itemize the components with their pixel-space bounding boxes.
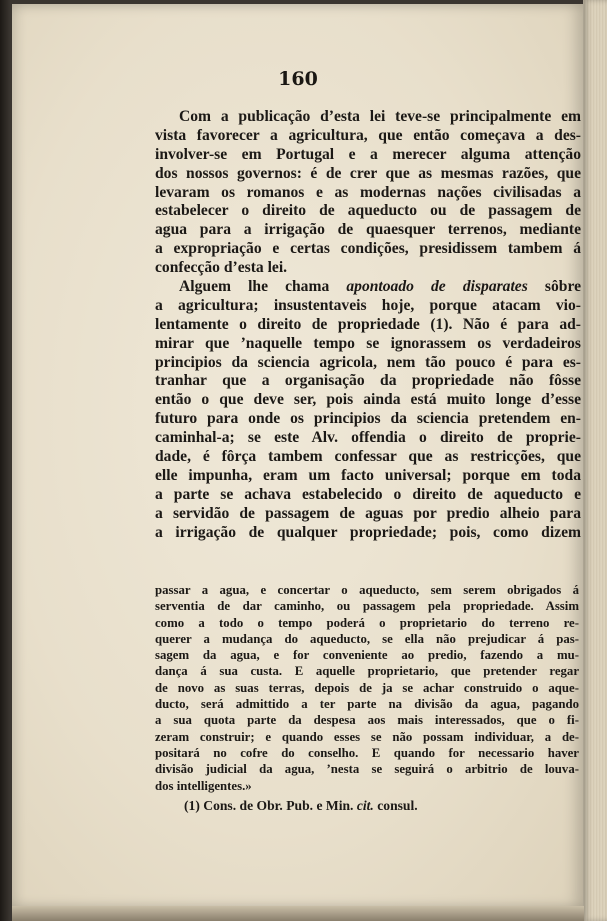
text-line: então o que deve ser, pois ainda está muito longe d’esse [155,391,581,409]
footnote-line: dos intelligentes.» [155,778,252,793]
text-line: a irrigação de qualquer propriedade; pois, como dizem [155,523,581,541]
text-line: elle impunha, eram um facto universal; porque em toda [155,466,581,484]
text-line: Com a publicação d’esta lei teve-se principalmente em [179,108,581,125]
text-line: futuro para onde os principios da sciencia pretendem en- [155,410,581,428]
page-bottom-edge [12,906,584,921]
footnote-line: sagem da agua, e for conveniente ao predio, fazendo a mu- [155,648,579,663]
body-text [155,108,581,542]
footnote-line: a sua quota parte da despesa aos mais interessados, que o fi- [155,713,579,728]
text-line: a expropriação e certas condições, presidissem tambem á [155,240,581,258]
text-line: confecção d’esta lei. [155,259,288,277]
italic-phrase: cit. [356,798,374,813]
text-line: vista favorecer a agricultura, que então começava a des- [155,126,581,144]
text-line: levaram os romanos e as modernas nações civilisadas a [155,183,581,201]
footnote-line: como a todo o tempo poderá o proprietario do terreno re- [155,615,579,630]
text-line: principios da sciencia agricola, nem tão pouco é para es- [155,353,581,371]
text-line: lentamente o direito de propriedade (1). Não é para ad- [155,315,581,333]
text-line: estabelecer o direito de aqueducto ou de passagem de [155,202,581,220]
footnote-line: positará no cofre do conselho. E quando for necessario haver [155,745,579,760]
text-line: dade, é fôrça tambem confessar que as restricções, que [155,448,581,466]
footnote-line: divisão judicial da agua, ’nesta se seguirá o arbitrio de louva- [155,762,579,777]
text-line: a servidão de passagem de aguas por predio alheio para [155,504,581,522]
text-line: a agricultura; insustentaveis hoje, porque atacam vio- [155,296,581,314]
footnote-reference: (1) Cons. de Obr. Pub. e Min. cit. consul. [184,798,418,813]
page-edges [583,0,607,921]
text-line: involver-se em Portugal e a merecer alguma attenção [155,145,581,163]
text-line: caminhal-a; se este Alv. offendia o direito de proprie- [155,429,581,447]
footnote-line: de novo as suas terras, depois de ja se achar construido o aque- [155,680,579,695]
footnote-text [155,582,579,794]
text-line: dos nossos governos: é de crer que as mesmas razões, que [155,164,581,182]
footnote-line: serventia de dar caminho, ou passagem pela propriedade. Assim [155,599,579,614]
text-line: Alguem lhe chama apontoado de disparates sôbre [179,278,581,296]
footnote-line: querer a mudança do aqueducto, se ella não prejudicar á pas- [155,631,579,646]
footnote-line: passar a agua, e concertar o aqueducto, sem serem obrigados á [155,583,579,597]
text-line: mirar que ’naquelle tempo se ignorassem os verdadeiros [155,334,581,352]
footnote-line: zeram construir; e quando esses se não possam individuar, a de- [155,729,579,744]
text-line: a parte se achava estabelecido o direito de aqueducto e [155,485,581,503]
book-page [12,4,584,908]
text-line: tranhar que a organisação da propriedade não fôsse [155,372,581,390]
italic-phrase: apontoado de disparates [346,278,528,296]
text-line: agua para a irrigação de quaesquer terrenos, mediante [155,221,581,239]
footnote-line: dança á sua custa. E aquelle proprietario, que pretender regar [155,664,579,679]
page-number: 160 [278,68,318,90]
footnote-line: ducto, será admittido a ter parte na divisão da agua, pagando [155,697,579,712]
